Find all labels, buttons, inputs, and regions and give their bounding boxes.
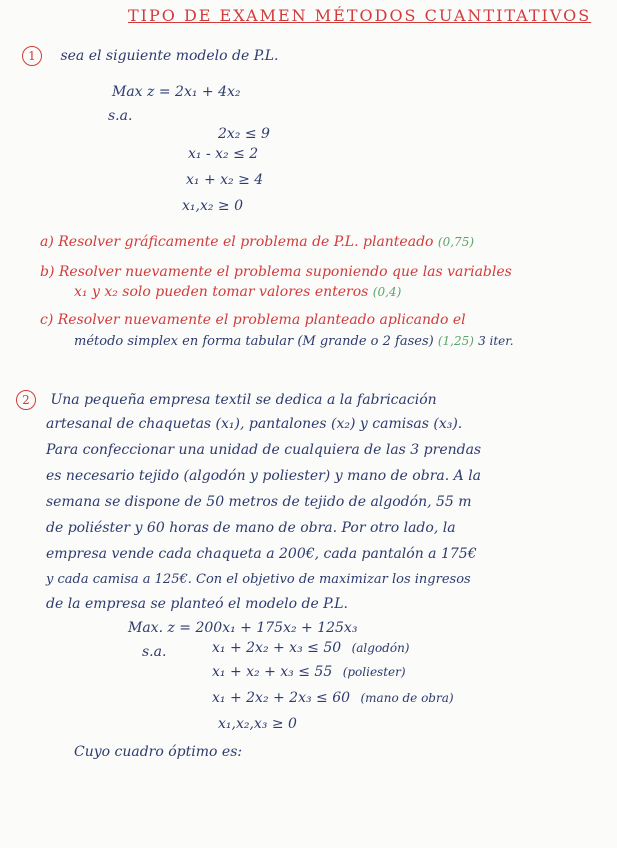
q1-part-c-cont <box>74 334 514 349</box>
question-number-badge: 2 <box>16 390 36 410</box>
q2-para-2: artesanal de chaquetas (x₁), pantalones (x₂) y camisas (x₃). <box>46 416 463 432</box>
q2-constraint-1-expr: x₁ + 2x₂ + x₃ ≤ 50 <box>212 640 342 656</box>
q1-constraint-3: x₁ + x₂ ≥ 4 <box>186 172 264 188</box>
part-c-text-1: Resolver nuevamente el problema planteado aplicando el <box>57 312 466 328</box>
q2-para-4: es necesario tejido (algodón y poliester) y mano de obra. A la <box>46 468 482 484</box>
q1-subject-to: s.a. <box>108 108 133 124</box>
q1-part-b <box>40 264 512 280</box>
question-1-intro: sea el siguiente modelo de P.L. <box>60 48 279 64</box>
q2-constraint-2-expr: x₁ + x₂ + x₃ ≤ 55 <box>212 664 333 680</box>
part-c-iter: 3 iter. <box>478 334 514 348</box>
part-a-label: a) <box>40 234 54 250</box>
q2-para-1: Una pequeña empresa textil se dedica a la fabricación <box>50 392 437 408</box>
part-c-text-2: método simplex en forma tabular (M grande o 2 fases) <box>74 334 434 349</box>
q2-constraint-4: x₁,x₂,x₃ ≥ 0 <box>218 716 297 732</box>
q2-para-5: semana se dispone de 50 metros de tejido de algodón, 55 m <box>46 494 472 510</box>
q2-constraint-3 <box>212 690 454 706</box>
q2-constraint-2 <box>212 664 406 680</box>
question-2-header <box>16 390 437 410</box>
part-b-score: (0,4) <box>372 285 402 299</box>
part-b-text-1: Resolver nuevamente el problema suponiendo que las variables <box>58 264 512 280</box>
q2-para-7: empresa vende cada chaqueta a 200€, cada pantalón a 175€ <box>46 546 477 562</box>
part-c-label: c) <box>40 312 54 328</box>
q2-constraint-1-note: (algodón) <box>351 641 410 655</box>
question-1-header <box>22 46 279 66</box>
q2-subject-to: s.a. <box>142 644 167 660</box>
part-b-text-2: x₁ y x₂ solo pueden tomar valores enteros <box>74 284 369 300</box>
q2-para-9: de la empresa se planteó el modelo de P.L. <box>46 596 348 612</box>
q2-para-3: Para confeccionar una unidad de cualquiera de las 3 prendas <box>46 442 482 458</box>
question-number-badge: 1 <box>22 46 42 66</box>
q1-constraint-2: x₁ - x₂ ≤ 2 <box>188 146 259 162</box>
q2-closing: Cuyo cuadro óptimo es: <box>74 744 243 760</box>
q1-constraint-1: 2x₂ ≤ 9 <box>218 126 270 142</box>
q1-part-b-cont <box>74 284 401 300</box>
q1-part-a <box>40 234 474 250</box>
q2-constraint-3-expr: x₁ + 2x₂ + 2x₃ ≤ 60 <box>212 690 351 706</box>
q2-constraint-1 <box>212 640 410 656</box>
q2-objective: Max. z = 200x₁ + 175x₂ + 125x₃ <box>128 620 358 636</box>
part-c-score: (1,25) <box>437 334 474 348</box>
part-b-label: b) <box>40 264 55 280</box>
page-title: TIPO DE EXAMEN MÉTODOS CUANTITATIVOS <box>128 6 592 25</box>
part-a-score: (0,75) <box>437 235 475 249</box>
q1-part-c <box>40 312 466 328</box>
q1-constraint-4: x₁,x₂ ≥ 0 <box>182 198 244 214</box>
q2-para-6: de poliéster y 60 horas de mano de obra. Por otro lado, la <box>46 520 456 536</box>
q1-objective: Max z = 2x₁ + 4x₂ <box>112 84 241 100</box>
part-a-text: Resolver gráficamente el problema de P.L. planteado <box>58 234 434 250</box>
q2-constraint-2-note: (poliester) <box>342 665 406 679</box>
q2-para-8: y cada camisa a 125€. Con el objetivo de maximizar los ingresos <box>46 572 471 587</box>
q2-constraint-3-note: (mano de obra) <box>360 691 454 705</box>
